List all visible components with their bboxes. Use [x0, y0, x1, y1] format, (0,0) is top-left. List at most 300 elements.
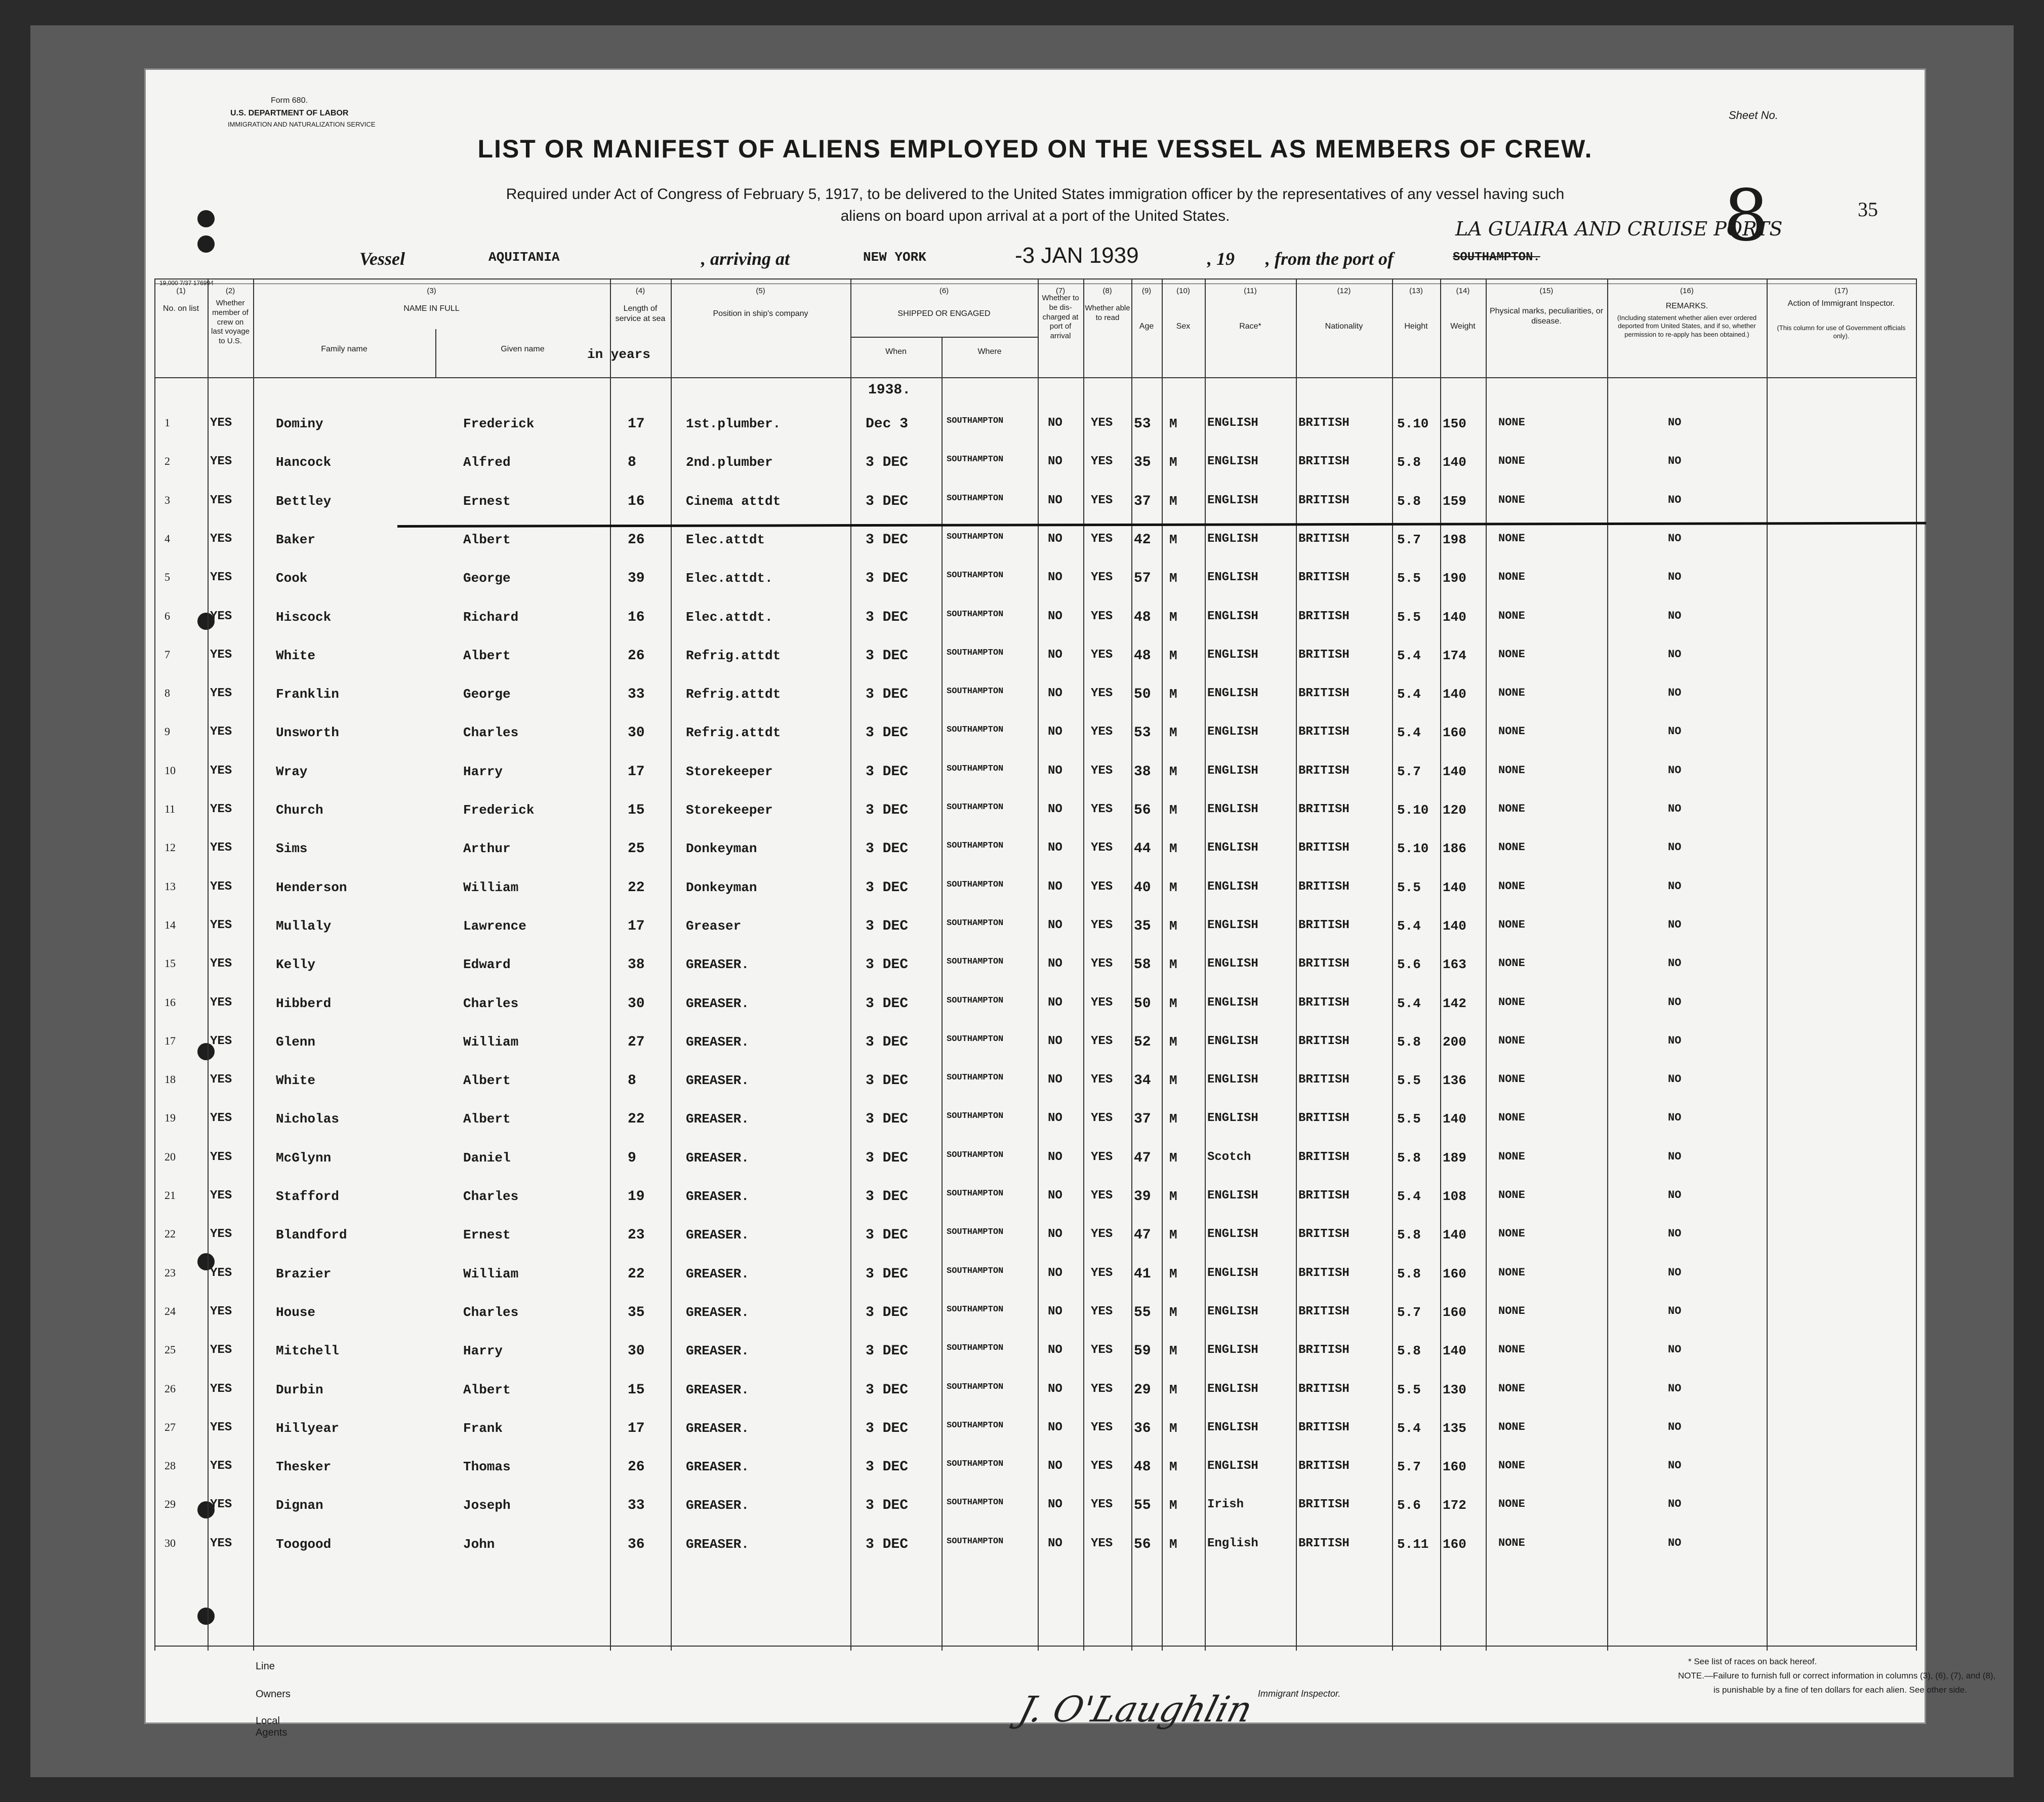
cell-race: Scotch [1207, 1150, 1251, 1164]
cell-when: 3 DEC [866, 571, 909, 587]
crew-table [154, 278, 1916, 1651]
cell-where: SOUTHAMPTON [947, 1111, 1004, 1122]
cell-length-service: 22 [628, 879, 645, 896]
cell-when: 3 DEC [866, 1266, 909, 1282]
cell-height: 5.8 [1397, 1150, 1421, 1166]
cell-sex: M [1169, 455, 1177, 470]
cell-read: YES [1091, 957, 1113, 971]
cell-when: 3 DEC [866, 1150, 909, 1166]
cell-sex: M [1169, 1343, 1177, 1359]
cell-where: SOUTHAMPTON [947, 687, 1004, 697]
cell-number: 20 [165, 1150, 176, 1163]
cell-remarks: NO [1668, 648, 1682, 661]
colnum-3: (3) [427, 287, 436, 295]
cell-member: YES [210, 803, 232, 816]
header-height: Height [1404, 322, 1428, 331]
cell-number: 1 [165, 416, 170, 429]
cell-remarks: NO [1668, 532, 1682, 545]
cell-given-name: George [463, 687, 511, 702]
cell-when: 3 DEC [866, 1111, 909, 1128]
cell-physical: NONE [1498, 1420, 1525, 1433]
cell-discharged: NO [1048, 1150, 1062, 1164]
cell-member: YES [210, 1111, 232, 1126]
cell-family-name: Stafford [276, 1189, 339, 1204]
cell-member: YES [210, 725, 232, 739]
cell-race: ENGLISH [1207, 1227, 1258, 1242]
cell-height: 5.7 [1397, 532, 1421, 547]
cell-when: Dec 3 [866, 416, 909, 432]
cell-remarks: NO [1668, 1536, 1682, 1549]
cell-sex: M [1169, 687, 1177, 702]
cell-age: 50 [1134, 687, 1151, 703]
cell-weight: 198 [1443, 532, 1466, 547]
cell-when: 3 DEC [866, 1420, 909, 1436]
header-name-in-full: NAME IN FULL [403, 304, 460, 313]
cell-position: GREASER. [686, 1266, 749, 1282]
cell-number: 8 [165, 687, 170, 700]
table-row [154, 687, 1916, 717]
cell-length-service: 15 [628, 1382, 645, 1398]
cell-family-name: White [276, 1073, 316, 1089]
cell-when: 3 DEC [866, 957, 909, 973]
cell-nationality: BRITISH [1298, 841, 1350, 855]
cell-where: SOUTHAMPTON [947, 1227, 1004, 1237]
cell-member: YES [210, 1382, 232, 1396]
cell-nationality: BRITISH [1298, 1343, 1350, 1357]
header-where: Where [977, 347, 1002, 356]
note-races: * See list of races on back hereof. [1688, 1657, 1817, 1666]
cell-race: ENGLISH [1207, 416, 1258, 430]
cell-age: 37 [1134, 493, 1151, 509]
cell-member: YES [210, 1536, 232, 1550]
cell-age: 36 [1134, 1420, 1151, 1436]
cell-remarks: NO [1668, 1073, 1682, 1086]
cell-nationality: BRITISH [1298, 1459, 1350, 1473]
cell-where: SOUTHAMPTON [947, 957, 1004, 967]
cell-given-name: William [463, 1266, 519, 1282]
table-row [154, 1266, 1916, 1297]
cell-when: 3 DEC [866, 725, 909, 741]
table-row [154, 996, 1916, 1026]
cell-position: GREASER. [686, 1189, 749, 1204]
cell-race: ENGLISH [1207, 1034, 1258, 1048]
cell-family-name: Wray [276, 764, 308, 779]
cell-remarks: NO [1668, 609, 1682, 622]
page-title: LIST OR MANIFEST OF ALIENS EMPLOYED ON THE VESSEL AS MEMBERS OF CREW. [477, 135, 1593, 163]
cell-member: YES [210, 648, 232, 662]
cell-where: SOUTHAMPTON [947, 1420, 1004, 1430]
cell-member: YES [210, 1150, 232, 1164]
cell-member: YES [210, 879, 232, 894]
cell-weight: 140 [1443, 1227, 1466, 1243]
header-age: Age [1139, 322, 1154, 331]
cell-discharged: NO [1048, 1073, 1062, 1087]
table-row [154, 1073, 1916, 1103]
cell-race: ENGLISH [1207, 1266, 1258, 1280]
cell-sex: M [1169, 1498, 1177, 1513]
cell-length-service: 35 [628, 1304, 645, 1320]
cell-length-service: 33 [628, 687, 645, 703]
cell-sex: M [1169, 764, 1177, 779]
table-row [154, 803, 1916, 833]
year-label: , 19 [1207, 249, 1235, 269]
cell-given-name: Albert [463, 532, 511, 547]
cell-number: 28 [165, 1459, 176, 1472]
cell-race: ENGLISH [1207, 1459, 1258, 1473]
cell-height: 5.8 [1397, 455, 1421, 470]
cell-discharged: NO [1048, 1536, 1062, 1550]
cell-member: YES [210, 571, 232, 585]
cell-given-name: Alfred [463, 455, 511, 470]
cell-discharged: NO [1048, 532, 1062, 546]
cell-remarks: NO [1668, 1150, 1682, 1163]
cell-position: Greaser [686, 918, 742, 934]
cell-physical: NONE [1498, 1266, 1525, 1279]
cell-remarks: NO [1668, 1459, 1682, 1472]
cell-length-service: 22 [628, 1266, 645, 1282]
cell-given-name: Charles [463, 1189, 519, 1204]
cell-height: 5.5 [1397, 1382, 1421, 1397]
cell-sex: M [1169, 1536, 1177, 1552]
cell-given-name: Albert [463, 1073, 511, 1089]
cell-length-service: 8 [628, 1073, 636, 1089]
cell-position: Storekeeper [686, 803, 773, 818]
cell-position: GREASER. [686, 1111, 749, 1127]
cell-length-service: 16 [628, 609, 645, 625]
cell-sex: M [1169, 1227, 1177, 1243]
table-row [154, 841, 1916, 871]
cell-position: GREASER. [686, 1304, 749, 1320]
cell-race: ENGLISH [1207, 571, 1258, 585]
cell-remarks: NO [1668, 493, 1682, 506]
cell-race: ENGLISH [1207, 1073, 1258, 1087]
cell-when: 3 DEC [866, 995, 909, 1012]
cell-number: 18 [165, 1073, 176, 1086]
header-race: Race* [1239, 322, 1261, 331]
cell-where: SOUTHAMPTON [947, 1382, 1004, 1392]
cell-remarks: NO [1668, 764, 1682, 777]
cell-race: ENGLISH [1207, 609, 1258, 623]
cell-nationality: BRITISH [1298, 764, 1350, 778]
cell-given-name: Albert [463, 648, 511, 663]
cell-when: 3 DEC [866, 879, 909, 896]
cell-discharged: NO [1048, 918, 1062, 932]
cell-when: 3 DEC [866, 803, 909, 818]
cell-remarks: NO [1668, 416, 1682, 429]
header-nationality: Nationality [1325, 322, 1363, 331]
table-row [154, 455, 1916, 485]
cell-member: YES [210, 957, 232, 971]
cell-age: 58 [1134, 957, 1151, 973]
cell-age: 37 [1134, 1111, 1151, 1128]
cell-given-name: Harry [463, 1343, 503, 1359]
cell-race: ENGLISH [1207, 648, 1258, 662]
cell-nationality: BRITISH [1298, 1536, 1350, 1550]
cell-nationality: BRITISH [1298, 1150, 1350, 1164]
cell-nationality: BRITISH [1298, 455, 1350, 469]
cell-height: 5.8 [1397, 1266, 1421, 1282]
colnum-11: (11) [1244, 287, 1257, 295]
cell-position: GREASER. [686, 1343, 749, 1359]
cell-race: ENGLISH [1207, 532, 1258, 546]
cell-nationality: BRITISH [1298, 1266, 1350, 1280]
colnum-16: (16) [1680, 287, 1694, 295]
cell-height: 5.4 [1397, 687, 1421, 702]
cell-position: 1st.plumber. [686, 416, 781, 431]
cell-position: GREASER. [686, 1073, 749, 1089]
cell-physical: NONE [1498, 609, 1525, 622]
cell-member: YES [210, 1420, 232, 1434]
cell-read: YES [1091, 455, 1113, 469]
arriving-label: , arriving at [701, 249, 790, 269]
cell-physical: NONE [1498, 1536, 1525, 1549]
cell-family-name: Hancock [276, 455, 332, 470]
cell-race: ENGLISH [1207, 1382, 1258, 1396]
colnum-9: (9) [1141, 287, 1152, 295]
table-row [154, 494, 1916, 524]
cell-sex: M [1169, 1150, 1177, 1166]
cell-weight: 135 [1443, 1420, 1466, 1436]
cell-number: 7 [165, 648, 170, 661]
cell-height: 5.5 [1397, 1111, 1421, 1127]
cell-age: 53 [1134, 725, 1151, 741]
cell-where: SOUTHAMPTON [947, 1073, 1004, 1083]
cell-sex: M [1169, 532, 1177, 547]
cell-length-service: 17 [628, 1420, 645, 1436]
from-port-struck: SOUTHAMPTON. [1453, 251, 1540, 264]
cell-remarks: NO [1668, 1498, 1682, 1511]
cell-discharged: NO [1048, 648, 1062, 662]
cell-number: 9 [165, 725, 170, 738]
cell-where: SOUTHAMPTON [947, 803, 1004, 812]
cell-nationality: BRITISH [1298, 1111, 1350, 1126]
cell-discharged: NO [1048, 1459, 1062, 1473]
cell-number: 12 [165, 841, 176, 854]
cell-nationality: BRITISH [1298, 1498, 1350, 1512]
inspector-signature: J. O'Laughlin [1014, 1689, 1257, 1730]
cell-age: 42 [1134, 532, 1151, 548]
cell-where: SOUTHAMPTON [947, 1034, 1004, 1044]
header-in-years: in years [587, 347, 650, 362]
cell-position: GREASER. [686, 1498, 749, 1513]
header-action: Action of Immigrant Inspector. [1787, 299, 1895, 308]
cell-read: YES [1091, 803, 1113, 816]
cell-race: ENGLISH [1207, 995, 1258, 1010]
cell-nationality: BRITISH [1298, 687, 1350, 701]
cell-read: YES [1091, 416, 1113, 430]
cell-read: YES [1091, 532, 1113, 546]
cell-number: 27 [165, 1420, 176, 1433]
cell-remarks: NO [1668, 1189, 1682, 1202]
cell-physical: NONE [1498, 1227, 1525, 1240]
cell-when: 3 DEC [866, 493, 909, 509]
cell-length-service: 26 [628, 1459, 645, 1475]
cell-discharged: NO [1048, 1034, 1062, 1048]
cell-where: SOUTHAMPTON [947, 571, 1004, 581]
header-read: Whether able to read [1085, 304, 1130, 322]
cell-race: ENGLISH [1207, 803, 1258, 816]
cell-position: GREASER. [686, 1382, 749, 1397]
cell-sex: M [1169, 1382, 1177, 1397]
cell-weight: 186 [1443, 841, 1466, 857]
cell-discharged: NO [1048, 455, 1062, 469]
cell-height: 5.4 [1397, 725, 1421, 741]
cell-discharged: NO [1048, 725, 1062, 739]
cell-given-name: Ernest [463, 493, 511, 509]
cell-physical: NONE [1498, 1304, 1525, 1317]
cell-weight: 120 [1443, 803, 1466, 818]
cell-nationality: BRITISH [1298, 1304, 1350, 1318]
cell-family-name: Hiscock [276, 609, 332, 625]
cell-sex: M [1169, 648, 1177, 663]
cell-physical: NONE [1498, 532, 1525, 545]
header-sex: Sex [1176, 322, 1191, 331]
cell-family-name: Brazier [276, 1266, 332, 1282]
table-row [154, 1034, 1916, 1065]
cell-physical: NONE [1498, 957, 1525, 970]
table-row [154, 1343, 1916, 1374]
cell-age: 52 [1134, 1034, 1151, 1050]
cell-length-service: 36 [628, 1536, 645, 1552]
cell-read: YES [1091, 995, 1113, 1010]
cell-remarks: NO [1668, 455, 1682, 468]
cell-where: SOUTHAMPTON [947, 1150, 1004, 1160]
cell-weight: 160 [1443, 725, 1466, 741]
vessel-name: AQUITANIA [488, 250, 560, 265]
cell-position: GREASER. [686, 1227, 749, 1243]
cell-where: SOUTHAMPTON [947, 879, 1004, 890]
cell-height: 5.5 [1397, 571, 1421, 586]
cell-age: 56 [1134, 803, 1151, 818]
cell-member: YES [210, 1343, 232, 1357]
cell-position: Donkeyman [686, 879, 757, 895]
cell-height: 5.10 [1397, 416, 1429, 431]
cell-age: 47 [1134, 1150, 1151, 1166]
colnum-1: (1) [176, 287, 186, 295]
punch-hole [197, 235, 215, 253]
cell-member: YES [210, 1304, 232, 1318]
cell-age: 44 [1134, 841, 1151, 857]
colnum-6: (6) [939, 287, 949, 295]
cell-read: YES [1091, 918, 1113, 932]
cell-where: SOUTHAMPTON [947, 493, 1004, 503]
header-physical: Physical marks, peculiarities, or disease. [1489, 307, 1604, 326]
cell-member: YES [210, 995, 232, 1010]
cell-length-service: 9 [628, 1150, 636, 1166]
cell-member: YES [210, 416, 232, 430]
cell-weight: 190 [1443, 571, 1466, 586]
table-row [154, 1111, 1916, 1142]
cell-family-name: Church [276, 803, 323, 818]
table-row [154, 957, 1916, 987]
cell-position: Cinema attdt [686, 493, 781, 509]
cell-remarks: NO [1668, 725, 1682, 738]
cell-sex: M [1169, 1034, 1177, 1050]
cell-discharged: NO [1048, 609, 1062, 623]
table-row [154, 1382, 1916, 1413]
cell-sex: M [1169, 995, 1177, 1011]
colnum-12: (12) [1337, 287, 1351, 295]
cell-nationality: BRITISH [1298, 416, 1350, 430]
cell-weight: 160 [1443, 1266, 1466, 1282]
cell-read: YES [1091, 1459, 1113, 1473]
cell-remarks: NO [1668, 918, 1682, 931]
table-row [154, 764, 1916, 794]
cell-physical: NONE [1498, 879, 1525, 893]
cell-where: SOUTHAMPTON [947, 416, 1004, 426]
cell-member: YES [210, 1459, 232, 1473]
cell-remarks: NO [1668, 1343, 1682, 1356]
sheet-number: 8 [1724, 175, 1769, 257]
cell-discharged: NO [1048, 995, 1062, 1010]
cell-where: SOUTHAMPTON [947, 1343, 1004, 1353]
cell-race: ENGLISH [1207, 1189, 1258, 1203]
cell-physical: NONE [1498, 995, 1525, 1009]
cell-physical: NONE [1498, 687, 1525, 700]
cell-where: SOUTHAMPTON [947, 841, 1004, 851]
cell-given-name: Richard [463, 609, 519, 625]
cell-race: ENGLISH [1207, 918, 1258, 932]
cell-physical: NONE [1498, 571, 1525, 584]
cell-physical: NONE [1498, 416, 1525, 429]
cell-number: 16 [165, 995, 176, 1009]
cell-length-service: 17 [628, 764, 645, 780]
cell-length-service: 17 [628, 416, 645, 432]
cell-race: English [1207, 1536, 1258, 1550]
subtitle-line-1: Required under Act of Congress of February 5, 1917, to be delivered to the United States immigration officer by the representatives of any vessel having such [506, 186, 1565, 203]
arrival-date-stamp: -3 JAN 1939 [1015, 243, 1139, 268]
colnum-14: (14) [1456, 287, 1470, 295]
cell-family-name: Kelly [276, 957, 316, 973]
cell-height: 5.7 [1397, 1304, 1421, 1320]
from-port-label: , from the port of [1265, 249, 1394, 269]
cell-age: 35 [1134, 918, 1151, 934]
cell-weight: 130 [1443, 1382, 1466, 1397]
cell-sex: M [1169, 725, 1177, 741]
cell-family-name: Blandford [276, 1227, 347, 1243]
cell-when: 3 DEC [866, 1034, 909, 1050]
cell-height: 5.4 [1397, 1420, 1421, 1436]
cell-weight: 174 [1443, 648, 1466, 663]
cell-nationality: BRITISH [1298, 1189, 1350, 1203]
cell-position: Elec.attdt. [686, 571, 773, 586]
cell-discharged: NO [1048, 1304, 1062, 1318]
cell-weight: 150 [1443, 416, 1466, 431]
cell-read: YES [1091, 1034, 1113, 1048]
cell-sex: M [1169, 1420, 1177, 1436]
cell-weight: 136 [1443, 1073, 1466, 1089]
cell-physical: NONE [1498, 1073, 1525, 1086]
cell-position: Storekeeper [686, 764, 773, 779]
cell-read: YES [1091, 1073, 1113, 1087]
cell-number: 22 [165, 1227, 176, 1240]
cell-when: 3 DEC [866, 455, 909, 471]
cell-member: YES [210, 1266, 232, 1280]
cell-when: 3 DEC [866, 648, 909, 664]
cell-family-name: Franklin [276, 687, 339, 702]
cell-given-name: Daniel [463, 1150, 511, 1166]
cell-position: GREASER. [686, 1034, 749, 1050]
cell-sex: M [1169, 1266, 1177, 1282]
cell-read: YES [1091, 1150, 1113, 1164]
cell-read: YES [1091, 1498, 1113, 1512]
cell-sex: M [1169, 1304, 1177, 1320]
cell-when: 3 DEC [866, 1343, 909, 1359]
cell-member: YES [210, 532, 232, 546]
cell-length-service: 30 [628, 725, 645, 741]
cell-weight: 160 [1443, 1536, 1466, 1552]
cell-weight: 200 [1443, 1034, 1466, 1050]
